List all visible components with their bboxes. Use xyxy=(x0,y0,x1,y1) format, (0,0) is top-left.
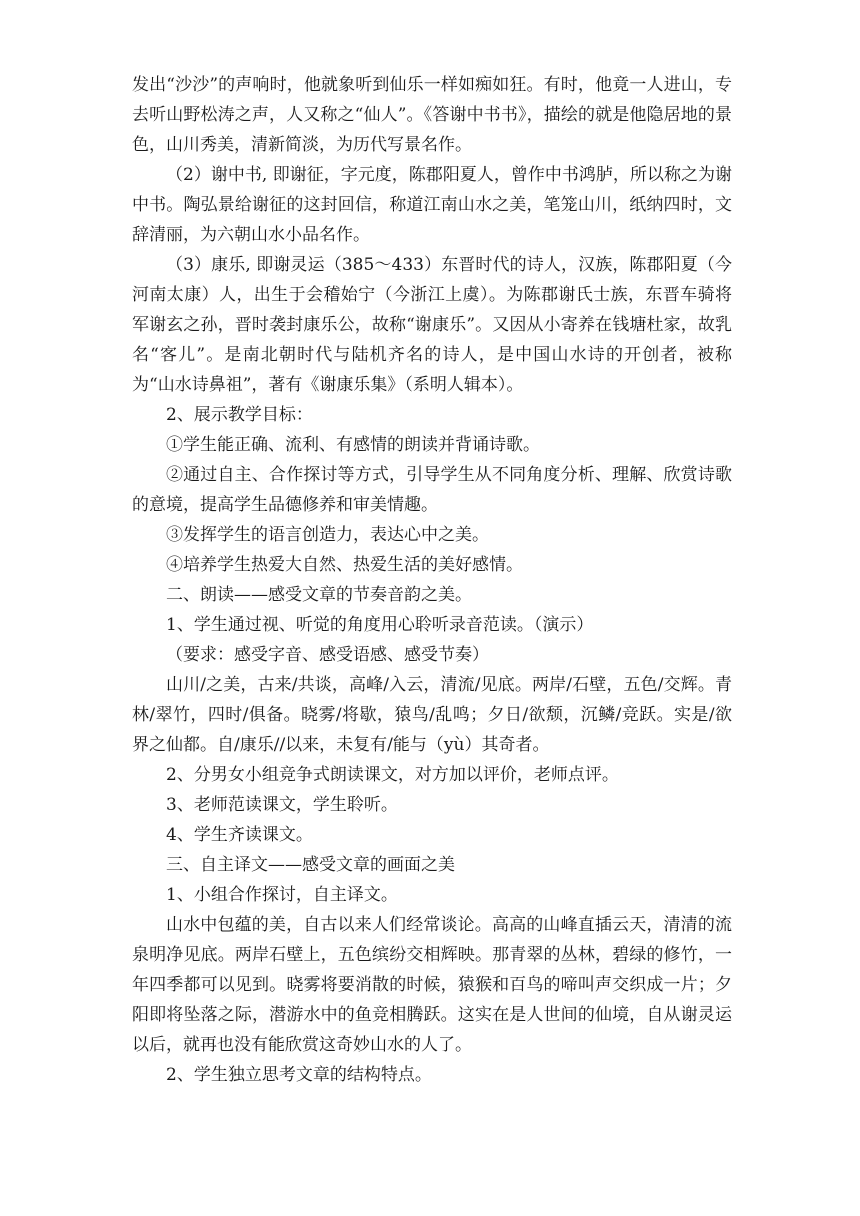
list-item: ④培养学生热爱大自然、热爱生活的美好感情。 xyxy=(166,555,523,575)
paragraph: （3）康乐, 即谢灵运（385～433）东晋时代的诗人，汉族，陈郡阳夏（今河南太康）人，出生于会稽始宁（今浙江上虞）。为陈郡谢氏士族，东晋车骑将军谢玄之孙，晋时袭封康乐公，故称“谢康乐”。又因从小寄养在钱塘杜家，故乳名“客儿”。是南北朝时代与陆机齐名的诗人，是中国山水诗的开创者，被称为“山水诗鼻祖”，著有《谢康乐集》（系明人辑本）。 xyxy=(132,255,732,395)
section-heading: 2、展示教学目标： xyxy=(166,405,313,425)
paragraph: 山川/之美，古来/共谈，高峰/入云，清流/见底。两岸/石壁，五色/交辉。青林/翠竹，四时/俱备。晓雾/将歇，猿鸟/乱鸣；夕日/欲颓，沉鳞/竞跃。实是/欲界之仙都。自/康乐//以来，未复有/能与（yù）其奇者。 xyxy=(132,675,732,755)
paragraph: 4、学生齐读课文。 xyxy=(166,825,313,845)
document-body xyxy=(132,70,732,1090)
paragraph: 2、分男女小组竞争式朗读课文，对方加以评价，老师点评。 xyxy=(166,765,619,785)
paragraph: 2、学生独立思考文章的结构特点。 xyxy=(166,1065,432,1085)
paragraph: 3、老师范读课文，学生聆听。 xyxy=(166,795,398,815)
paragraph: 发出“沙沙”的声响时，他就象听到仙乐一样如痴如狂。有时，他竟一人进山，专去听山野松涛之声，人又称之“仙人”。《答谢中书书》，描绘的就是他隐居地的景色，山川秀美，清新简淡，为历代写景名作。 xyxy=(132,75,732,155)
list-item: ②通过自主、合作探讨等方式，引导学生从不同角度分析、理解、欣赏诗歌的意境，提高学生品德修养和审美情趣。 xyxy=(132,465,732,515)
list-item: ①学生能正确、流利、有感情的朗读并背诵诗歌。 xyxy=(166,435,540,455)
paragraph: 1、小组合作探讨，自主译文。 xyxy=(166,885,398,905)
section-heading: 三、自主译文——感受文章的画面之美 xyxy=(166,855,455,875)
section-heading: 二、朗读——感受文章的节奏音韵之美。 xyxy=(166,585,472,605)
paragraph: 山水中包蕴的美，自古以来人们经常谈论。高高的山峰直插云天，清清的流泉明净见底。两岸石壁上，五色缤纷交相辉映。那青翠的丛林，碧绿的修竹，一年四季都可以见到。晓雾将要消散的时候，猿猴和百鸟的啼叫声交织成一片；夕阳即将坠落之际，潜游水中的鱼竞相腾跃。这实在是人世间的仙境，自从谢灵运以后，就再也没有能欣赏这奇妙山水的人了。 xyxy=(132,915,732,1055)
list-item: ③发挥学生的语言创造力，表达心中之美。 xyxy=(166,525,489,545)
paragraph: （要求：感受字音、感受语感、感受节奏） xyxy=(166,645,489,665)
paragraph: （2）谢中书, 即谢征，字元度，陈郡阳夏人，曾作中书鸿胪，所以称之为谢中书。陶弘景给谢征的这封回信，称道江南山水之美，笔笼山川，纸纳四时，文辞清丽，为六朝山水小品名作。 xyxy=(132,165,732,245)
paragraph: 1、学生通过视、听觉的角度用心聆听录音范读。（演示） xyxy=(166,615,594,635)
